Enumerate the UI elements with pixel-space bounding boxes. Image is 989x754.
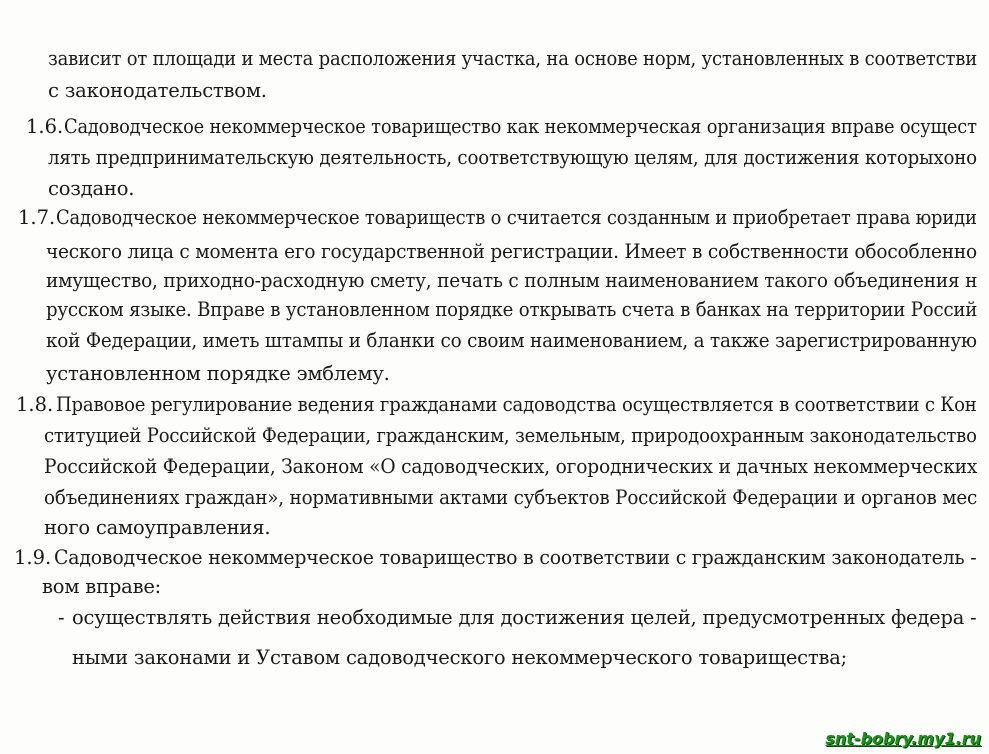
section-1-7-line-2: ческого лица с момента его государственной регистрации. Имеет в собственности обособленно: [46, 240, 977, 263]
section-1-8-line-4: объединениях граждан», нормативными актами субъектов Российской Федерации и органов мес: [44, 486, 978, 509]
section-1-7-line-4: русском языке. Вправе в установленном порядке открывать счета в банках на территории Россий: [46, 298, 978, 321]
intro-line-2: с законодательством.: [48, 79, 267, 102]
section-1-7-line-5: кой Федерации, иметь штампы и бланки со своим наименованием, а также зарегистрированную: [46, 329, 977, 352]
section-1-6-line-2: лять предпринимательскую деятельность, соответствующую целям, для достижения которыхоно: [48, 146, 977, 169]
intro-line-1: зависит от площади и места расположения участка, на основе норм, установленных в соответстви: [48, 47, 977, 70]
bullet-line-1: осуществлять действия необходимые для достижения целей, предусмотренных федера -: [72, 606, 977, 629]
section-number-1-9: 1.9.: [14, 546, 52, 569]
section-1-7-line-6: установленном порядке эмблему.: [46, 362, 390, 385]
site-watermark: snt-bobry.my1.ru: [825, 729, 981, 748]
bullet-marker: -: [58, 606, 65, 629]
section-1-7-line-3: имущество, приходно-расходную смету, печать с полным наименованием такого объединения н: [46, 269, 978, 292]
section-1-6-line-1: Садоводческое некоммерческое товарищество как некоммерческая организация вправе осущест: [64, 115, 977, 138]
bullet-line-2: ными законами и Уставом садоводческого некоммерческого товарищества;: [72, 646, 848, 669]
section-1-8-line-3: Российской Федерации, Законом «О садоводческих, огороднических и дачных некоммерческих: [44, 455, 978, 478]
section-number-1-6: 1.6.: [26, 115, 64, 138]
section-1-6-line-3: создано.: [48, 177, 135, 200]
section-1-8-line-2: ституцией Российской Федерации, гражданским, земельным, природоохранным законодательство: [44, 424, 977, 447]
section-number-1-7: 1.7.: [18, 206, 56, 229]
section-1-7-line-1: Садоводческое некоммерческое товариществ о считается созданным и приобретает права юриди: [56, 206, 977, 229]
section-number-1-8: 1.8.: [16, 393, 54, 416]
section-1-9-line-2: вом вправе:: [42, 575, 162, 598]
section-1-8-line-5: ного самоуправления.: [44, 516, 271, 539]
section-1-9-line-1: Садоводческое некоммерческое товарищество в соответствии с гражданским законодатель -: [54, 546, 977, 569]
section-1-8-line-1: Правовое регулирование ведения гражданами садоводства осуществляется в соответствии с Кон: [56, 393, 977, 416]
